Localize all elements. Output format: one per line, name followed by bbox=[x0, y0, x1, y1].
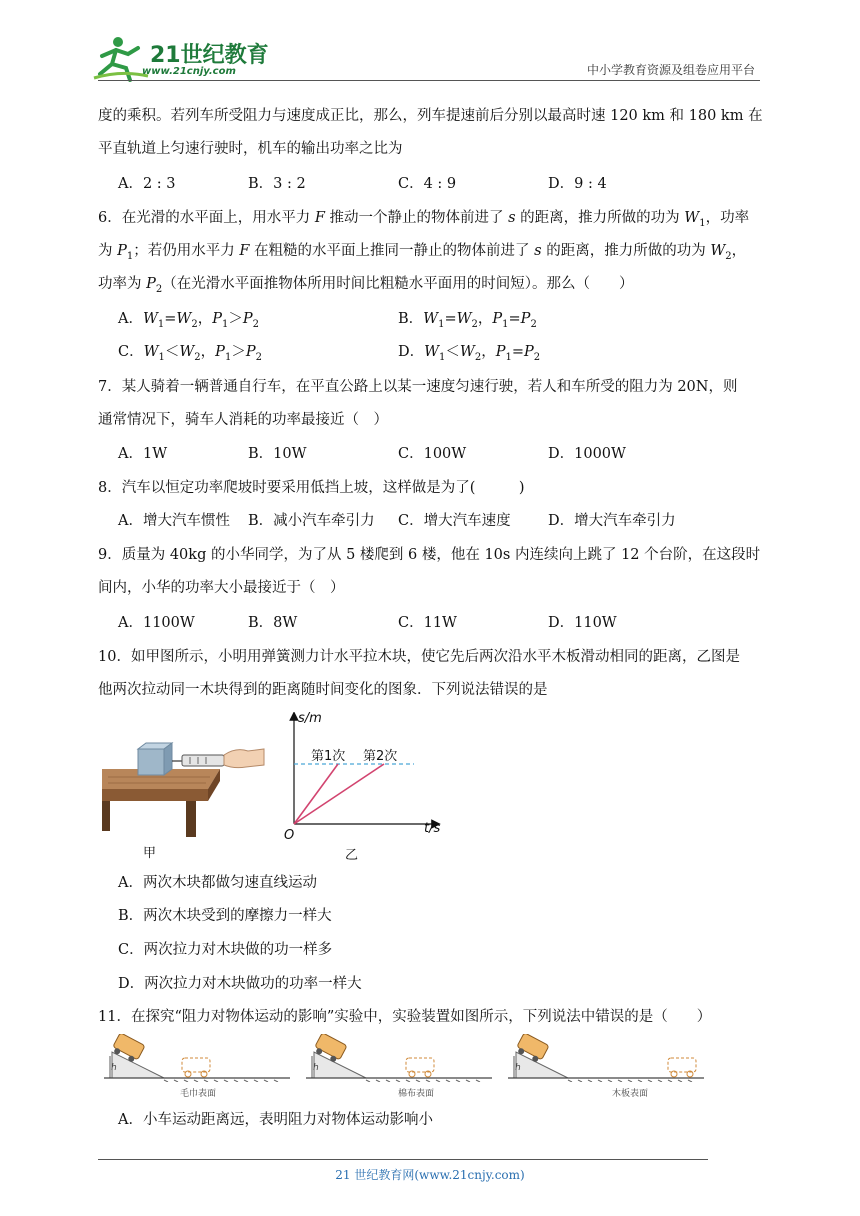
q10-option-b: B．两次木块受到的摩擦力一样大 bbox=[118, 908, 332, 924]
figure-jia-table-illustration bbox=[98, 735, 268, 841]
graph-origin: O bbox=[284, 828, 295, 843]
ramp-h-label-3: h bbox=[515, 1063, 521, 1073]
q5-option-b: B．3 : 2 bbox=[248, 176, 306, 192]
surface-wood: 木板表面 bbox=[612, 1089, 649, 1099]
q5-option-a: A．2 : 3 bbox=[118, 176, 176, 192]
footer-link[interactable]: 21 世纪教育网(www.21cnjy.com) bbox=[335, 1168, 525, 1182]
ramp-figure-cotton bbox=[306, 1034, 492, 1082]
q8-option-d: D．增大汽车牵引力 bbox=[548, 513, 676, 529]
q8-option-a: A．增大汽车惯性 bbox=[118, 513, 230, 529]
q11-line1: 11．在探究“阻力对物体运动的影响”实验中，实验装置如图所示，下列说法中错误的是（ ） bbox=[98, 1009, 712, 1025]
footer-divider bbox=[98, 1159, 708, 1160]
q7-option-d: D．1000W bbox=[548, 446, 626, 462]
q7-line1: 7．某人骑着一辆普通自行车，在平直公路上以某一速度匀速行驶，若人和车所受的阻力为 20N，则 bbox=[98, 379, 738, 395]
q6-line1: 6．在光滑的水平面上，用水平力 F 推动一个静止的物体前进了 s 的距离，推力所做的功为 $W_1$，功率 bbox=[98, 210, 750, 229]
q10-option-c: C．两次拉力对木块做的功一样多 bbox=[118, 942, 333, 958]
q10-line2: 他两次拉动同一木块得到的距离随时间变化的图象．下列说法错误的是 bbox=[98, 682, 548, 698]
graph-label-second: 第2次 bbox=[363, 749, 398, 764]
q9-option-b: B．8W bbox=[248, 615, 298, 631]
line-first bbox=[294, 764, 338, 824]
q8-option-c: C．增大汽车速度 bbox=[398, 513, 511, 529]
figure-jia-label: 甲 bbox=[143, 846, 157, 861]
ramp-h-label-2: h bbox=[313, 1063, 319, 1073]
ramp-figure-towel bbox=[104, 1034, 290, 1082]
ramp-h-label-1: h bbox=[111, 1063, 117, 1073]
q10-option-a: A．两次木块都做匀速直线运动 bbox=[118, 875, 317, 891]
header-divider bbox=[98, 80, 760, 81]
q11-option-a: A．小车运动距离远，表明阻力对物体运动影响小 bbox=[118, 1112, 433, 1128]
q5-option-c: C．4 : 9 bbox=[398, 176, 457, 192]
q9-option-c: C．11W bbox=[398, 615, 457, 631]
surface-towel: 毛巾表面 bbox=[180, 1089, 217, 1099]
q6-line3: 功率为 $P_2$（在光滑水平面推物体所用时间比粗糙水平面用的时间短）。那么（ ） bbox=[98, 276, 634, 295]
figure-yi-label: 乙 bbox=[345, 848, 359, 863]
q7-line2: 通常情况下，骑车人消耗的功率最接近（ ） bbox=[98, 412, 388, 428]
graph-label-first: 第1次 bbox=[311, 749, 346, 764]
q6-option-b: B．$W_1=W_2$，$P_1=P_2$ bbox=[398, 311, 537, 330]
q10-line1: 10．如甲图所示，小明用弹簧测力计水平拉木块，使它先后两次沿水平木板滑动相同的距离，乙图是 bbox=[98, 649, 740, 665]
q10-option-d: D．两次拉力对木块做功的功率一样大 bbox=[118, 976, 362, 992]
q5-line1: 度的乘积。若列车所受阻力与速度成正比，那么，列车提速前后分别以最高时速 120 km 和 180 km 在 bbox=[98, 108, 763, 124]
q6-line2: 为 $P_1$；若仍用水平力 F 在粗糙的水平面上推同一静止的物体前进了 s 的距离，推力所做的功为 $W_2$， bbox=[98, 243, 747, 262]
q7-option-a: A．1W bbox=[118, 446, 168, 462]
header-platform: 中小学教育资源及组卷应用平台 bbox=[586, 63, 755, 77]
q9-option-d: D．110W bbox=[548, 615, 617, 631]
q8-option-b: B．减小汽车牵引力 bbox=[248, 513, 375, 529]
surface-cotton: 棉布表面 bbox=[398, 1089, 435, 1099]
logo-text: 21世纪教育 bbox=[150, 43, 269, 68]
q5-option-d: D．9 : 4 bbox=[548, 176, 607, 192]
line-second bbox=[294, 764, 384, 824]
q7-option-c: C．100W bbox=[398, 446, 467, 462]
q5-line2: 平直轨道上匀速行驶时，机车的输出功率之比为 bbox=[98, 141, 403, 157]
graph-x-label: t/s bbox=[424, 821, 441, 836]
q6-option-d: D．$W_1<W_2$，$P_1=P_2$ bbox=[398, 344, 541, 363]
q9-line1: 9．质量为 40kg 的小华同学，为了从 5 楼爬到 6 楼，他在 10s 内连续向上跳了 12 个台阶，在这段时 bbox=[98, 547, 761, 563]
q9-line2: 间内，小华的功率大小最接近于（ ） bbox=[98, 580, 345, 596]
logo-url: www.21cnjy.com bbox=[142, 66, 236, 77]
q7-option-b: B．10W bbox=[248, 446, 307, 462]
q6-option-c: C．$W_1<W_2$，$P_1>P_2$ bbox=[118, 344, 262, 363]
q9-option-a: A．1100W bbox=[118, 615, 195, 631]
ramp-figure-wood bbox=[508, 1034, 704, 1082]
graph-y-label: s/m bbox=[298, 711, 322, 726]
q6-option-a: A．$W_1=W_2$，$P_1>P_2$ bbox=[118, 311, 259, 330]
q8-line1: 8．汽车以恒定功率爬坡时要采用低挡上坡，这样做是为了( ) bbox=[98, 480, 525, 496]
